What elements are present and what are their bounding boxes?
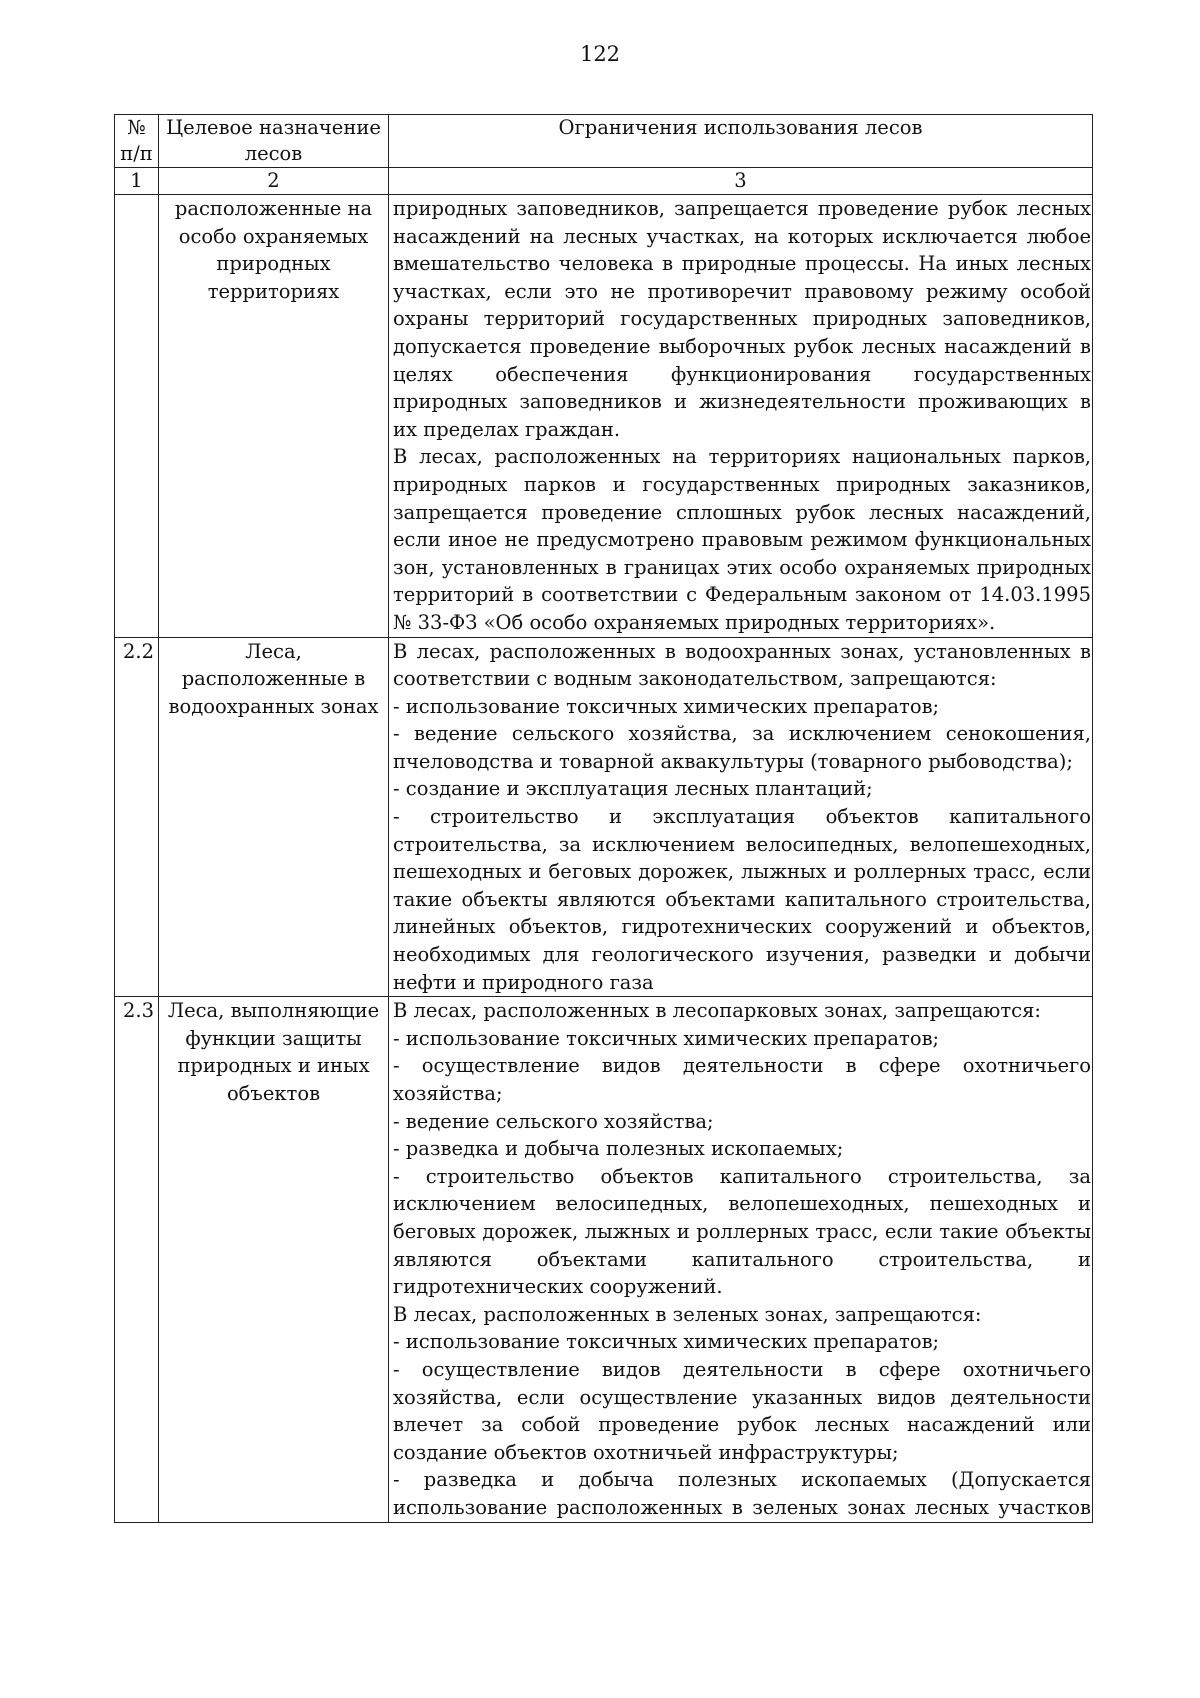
restriction-item: - разведка и добыча полезных ископаемых; bbox=[393, 1137, 844, 1161]
restriction-paragraph: природных заповедников, запрещается проведение рубок лесных насаждений на лесных участках, на которых исключается любое вмешательство человека в природные процессы. На иных лесных участках, если это не противоречит правовому режиму особой охраны территорий государственных природных заповедников, допускается проведение выборочных рубок лесных насаждений в целях обеспечения функционирования государственных природных заповедников и жизнедеятельности проживающих в их пределах граждан. bbox=[393, 197, 1091, 441]
restriction-paragraph: В лесах, расположенных на территориях национальных парков, природных парков и государственных природных заказников, запрещается проведение сплошных рубок лесных насаждений, если иное не предусмотрено правовым режимом функциональных зон, установленных в границах этих особо охраняемых природных территорий в соответствии с Федеральным законом от 14.03.1995 № 33-ФЗ «Об особо охраняемых природных территориях». bbox=[393, 445, 1091, 634]
restriction-paragraph: В лесах, расположенных в водоохранных зонах, установленных в соответствии с водным законодательством, запрещаются: bbox=[393, 639, 1091, 691]
restriction-paragraph: В лесах, расположенных в лесопарковых зонах, запрещаются: bbox=[393, 999, 1041, 1023]
row-purpose: Леса, расположенные в водоохранных зонах bbox=[159, 637, 389, 997]
header-restrictions: Ограничения использования лесов bbox=[389, 115, 1093, 168]
restriction-paragraph: В лесах, расположенных в зеленых зонах, запрещаются: bbox=[393, 1302, 982, 1326]
restriction-item: - осуществление видов деятельности в сфере охотничьего хозяйства, если осуществление указанных видов деятельности влечет за собой проведение рубок лесных насаждений или создание объектов охотничьей инфраструктуры; bbox=[393, 1357, 1091, 1464]
column-number: 1 bbox=[115, 168, 159, 195]
restriction-item: - использование токсичных химических препаратов; bbox=[393, 694, 940, 718]
row-restrictions bbox=[389, 997, 1093, 1522]
row-purpose: Леса, выполняющие функции защиты природных и иных объектов bbox=[159, 997, 389, 1522]
restriction-item: - использование токсичных химических препаратов; bbox=[393, 1330, 940, 1354]
table-row bbox=[115, 997, 1093, 1522]
column-number: 3 bbox=[389, 168, 1093, 195]
restriction-item: - использование токсичных химических препаратов; bbox=[393, 1026, 940, 1050]
restriction-item: - разведка и добыча полезных ископаемых (Допускается использование расположенных в зеленых зонах лесных участков bbox=[393, 1468, 1091, 1519]
header-num: № п/п bbox=[115, 115, 159, 168]
table-header-row bbox=[115, 115, 1093, 168]
restriction-item: - ведение сельского хозяйства; bbox=[393, 1109, 714, 1133]
row-number: 2.2 bbox=[115, 637, 159, 997]
row-number: 2.3 bbox=[115, 997, 159, 1522]
column-number-row bbox=[115, 168, 1093, 195]
column-number: 2 bbox=[159, 168, 389, 195]
restriction-item: - ведение сельского хозяйства, за исключением сенокошения, пчеловодства и товарной аквакультуры (товарного рыбоводства); bbox=[393, 722, 1091, 773]
row-purpose: расположенные на особо охраняемых природных территориях bbox=[159, 195, 389, 638]
row-number bbox=[115, 195, 159, 638]
restriction-item: - создание и эксплуатация лесных плантаций; bbox=[393, 777, 873, 801]
restriction-item: - строительство объектов капитального строительства, за исключением велосипедных, велопешеходных, пешеходных и беговых дорожек, лыжных и роллерных трасс, если такие объекты являются объектами капитального строительства, и гидротехнических сооружений. bbox=[393, 1164, 1091, 1299]
restriction-item: - осуществление видов деятельности в сфере охотничьего хозяйства; bbox=[393, 1054, 1091, 1105]
restrictions-table bbox=[114, 114, 1093, 1523]
page-number: 122 bbox=[579, 42, 621, 66]
header-purpose: Целевое назначение лесов bbox=[159, 115, 389, 168]
table-row bbox=[115, 637, 1093, 997]
table-row bbox=[115, 195, 1093, 638]
restriction-item: - строительство и эксплуатация объектов капитального строительства, за исключением велосипедных, велопешеходных, пешеходных и беговых дорожек, лыжных и роллерных трасс, если такие объекты являются объектами капитального строительства, линейных объектов, гидротехнических сооружений и объектов, необходимых для геологического изучения, разведки и добычи нефти и природного газа bbox=[393, 805, 1091, 994]
row-restrictions bbox=[389, 637, 1093, 997]
row-restrictions bbox=[389, 195, 1093, 638]
